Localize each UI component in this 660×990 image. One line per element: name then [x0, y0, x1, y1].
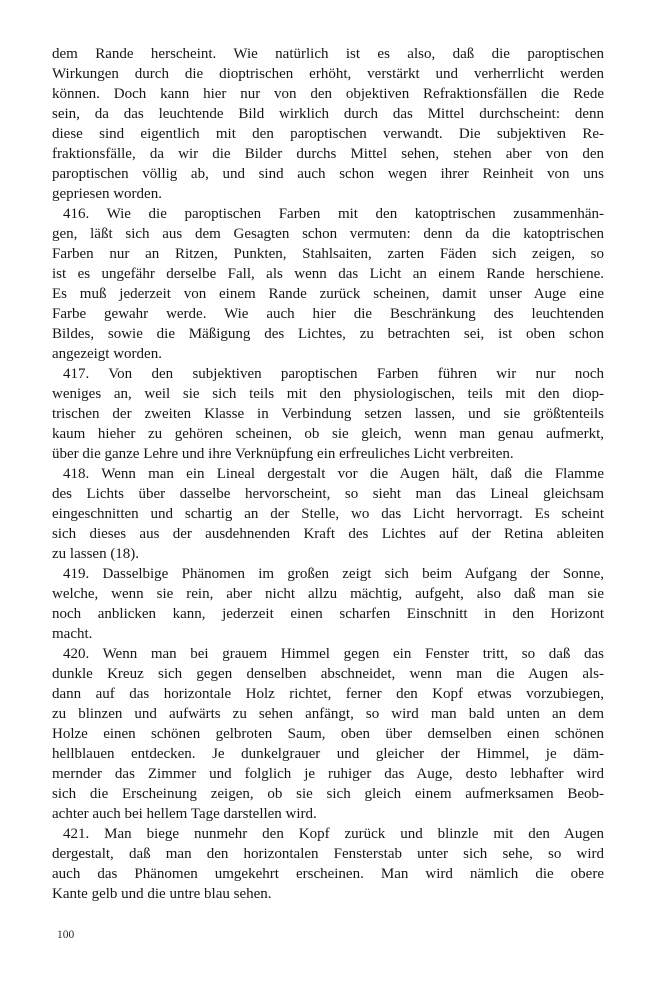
text-line: angezeigt worden. — [52, 346, 162, 362]
text-line: Holze einen schönen gelbroten Saum, oben über demselben einen schönen — [52, 726, 604, 742]
text-line: sich dieses aus der ausdehnenden Kraft des Lichtes auf der Retina ableiten — [52, 526, 604, 542]
text-line: 419. Dasselbige Phänomen im großen zeigt sich beim Aufgang der Sonne, — [63, 566, 604, 582]
paragraph — [52, 204, 604, 364]
text-line: welche, wenn sie rein, aber nicht allzu mächtig, aufgeht, also daß man sie — [52, 586, 604, 602]
text-line: mernder das Zimmer und folglich je ruhiger das Auge, desto lebhafter wird — [52, 766, 604, 782]
text-line: trischen der zweiten Klasse in Verbindung setzen lassen, und sie größtenteils — [52, 406, 604, 422]
text-line: achter auch bei hellem Tage darstellen wird. — [52, 806, 317, 822]
text-line: können. Doch kann hier nur von den objektiven Refraktionsfällen die Rede — [52, 86, 604, 102]
text-line: 418. Wenn man ein Lineal dergestalt vor die Augen hält, daß die Flamme — [63, 466, 604, 482]
text-line: sein, da das leuchtende Bild wirklich durch das Mittel durchscheint: denn — [52, 106, 604, 122]
paragraph — [52, 644, 604, 824]
paragraph — [52, 364, 604, 464]
page-number: 100 — [57, 929, 75, 941]
text-line: hellblauen entdecken. Je dunkelgrauer und gleicher der Himmel, je däm- — [52, 746, 604, 762]
text-line: fraktionsfälle, da wir die Bilder durchs Mittel sehen, stehen aber von den — [52, 146, 604, 162]
text-line: dunkle Kreuz sich gegen denselben abschneidet, wenn man die Augen als- — [52, 666, 604, 682]
text-line: sich die Erscheinung zeigen, ob sie sich gleich einem aufmerksamen Beob- — [52, 786, 604, 802]
text-line: diese sind eigentlich mit den paroptischen verwandt. Die subjektiven Re- — [52, 126, 604, 142]
text-line: dann auf das horizontale Holz richtet, ferner den Kopf etwas vorzubiegen, — [52, 686, 604, 702]
text-line: 421. Man biege nunmehr den Kopf zurück und blinzle mit den Augen — [63, 826, 604, 842]
text-line: dergestalt, daß man den horizontalen Fensterstab unter sich sehe, so wird — [52, 846, 604, 862]
text-line: gepriesen worden. — [52, 186, 162, 202]
text-line: Bildes, sowie die Mäßigung des Lichtes, zu betrachten sei, ist oben schon — [52, 326, 604, 342]
text-line: macht. — [52, 626, 93, 642]
paragraph — [52, 824, 604, 904]
text-line: 417. Von den subjektiven paroptischen Farben führen wir nur noch — [63, 366, 604, 382]
text-line: paroptischen völlig ab, und sind auch schon wegen ihrer Reinheit von uns — [52, 166, 604, 182]
text-line: noch anblicken kann, jederzeit einen scharfen Einschnitt in den Horizont — [52, 606, 604, 622]
paragraph — [52, 564, 604, 644]
text-line: ist es ungefähr derselbe Fall, als wenn das Licht an einem Rande herschiene. — [52, 266, 604, 282]
text-line: kaum hieher zu gehören scheinen, ob sie gleich, wenn man genau aufmerkt, — [52, 426, 604, 442]
paragraph — [52, 44, 604, 204]
text-line: des Lichts über dasselbe hervorscheint, so sieht man das Lineal gleichsam — [52, 486, 604, 502]
text-line: Farbe gewahr werde. Wie auch hier die Beschränkung des leuchtenden — [52, 306, 604, 322]
text-line: 420. Wenn man bei grauem Himmel gegen ein Fenster tritt, so daß das — [63, 646, 604, 662]
body-text — [52, 44, 604, 904]
text-line: zu blinzen und aufwärts zu sehen anfängt, so wird man bald unten an dem — [52, 706, 604, 722]
text-line: 416. Wie die paroptischen Farben mit den katoptrischen zusammenhän- — [63, 206, 604, 222]
text-line: Farben nur an Ritzen, Punkten, Stahlsaiten, zarten Fäden sich zeigen, so — [52, 246, 604, 262]
text-line: zu lassen (18). — [52, 546, 140, 562]
text-line: auch das Phänomen umgekehrt erscheinen. Man wird nämlich die obere — [52, 866, 604, 882]
text-line: über die ganze Lehre und ihre Verknüpfung ein erfreuliches Licht verbreiten. — [52, 446, 514, 462]
text-line: Kante gelb und die untre blau sehen. — [52, 886, 272, 902]
text-line: gen, läßt sich aus dem Gesagten schon vermuten: denn da die katoptrischen — [52, 226, 604, 242]
text-line: weniges an, weil sie sich teils mit den physiologischen, teils mit den diop- — [52, 386, 604, 402]
paragraph — [52, 464, 604, 564]
text-line: eingeschnitten und schartig an der Stelle, wo das Licht hervorragt. Es scheint — [52, 506, 604, 522]
text-line: Wirkungen durch die dioptrischen erhöht, verstärkt und verherrlicht werden — [52, 66, 604, 82]
text-line: dem Rande herscheint. Wie natürlich ist es also, daß die paroptischen — [52, 46, 604, 62]
text-line: Es muß jederzeit von einem Rande zurück scheinen, damit unser Auge eine — [52, 286, 604, 302]
